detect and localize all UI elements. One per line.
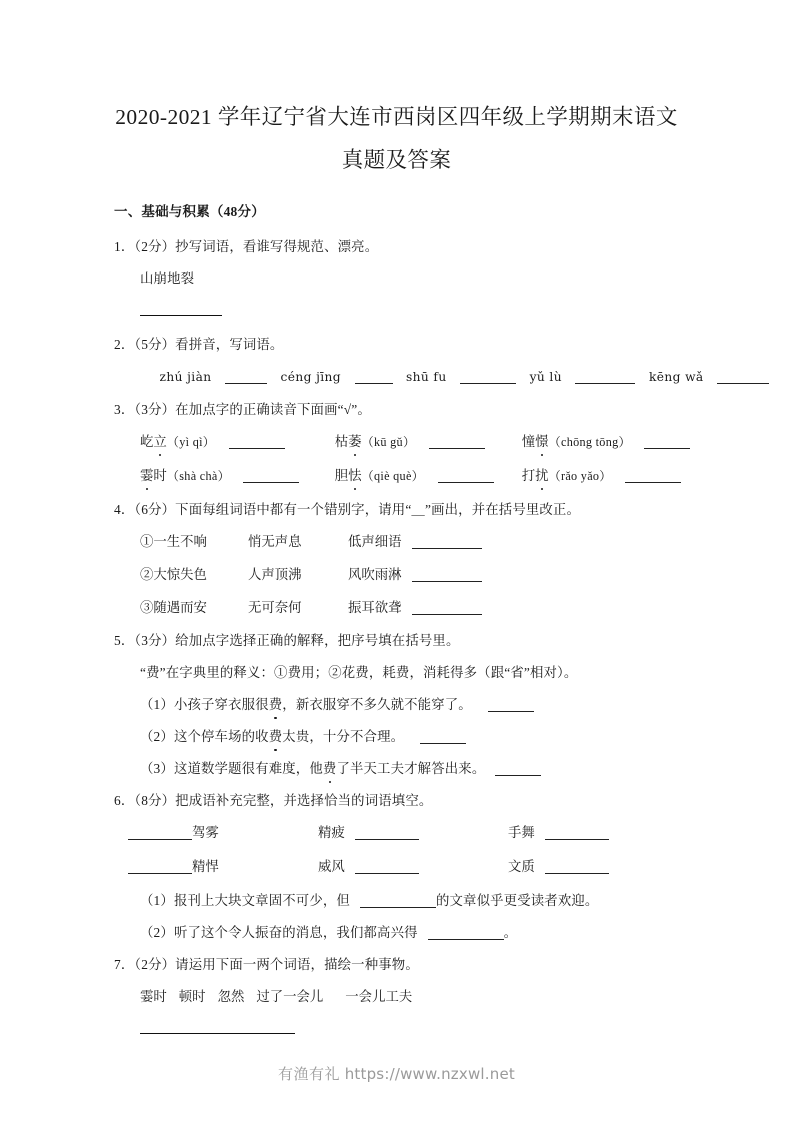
q6-f2-pre: 听了这个令人振奋的消息，我们都高兴得 <box>173 925 418 940</box>
answer-blank-3-4[interactable] <box>243 469 299 483</box>
q3-item-5 <box>335 465 522 487</box>
answer-blank-6-1[interactable] <box>128 826 192 840</box>
q6-f1-no: （1） <box>140 893 174 908</box>
question-2-stem: 2．（5分）看拼音，写词语。 <box>114 337 284 352</box>
q3-item-6-char-dotted: 扰 <box>535 465 548 486</box>
q3-item-5-char-dotted: 怯 <box>348 465 361 486</box>
question-2 <box>114 334 704 388</box>
answer-blank-6-fill-1[interactable] <box>360 894 436 908</box>
answer-blank-6-5[interactable] <box>355 860 419 874</box>
q3-item-3-char-plain: 憧 <box>521 434 536 449</box>
q5-s3-post: 了半天工夫才解答出来。 <box>336 761 486 776</box>
q4-g3-word-c: 振耳欲聋 <box>348 600 402 615</box>
answer-blank-3-1[interactable] <box>229 435 285 449</box>
question-3-row-1 <box>114 431 697 453</box>
q5-s2-no: （2） <box>140 729 174 744</box>
question-7-word-list <box>114 986 697 1007</box>
q4-g1-word-c: 低声细语 <box>348 534 402 549</box>
q4-g3-marker-and-a <box>140 597 248 618</box>
q4-g3-no: ③ <box>140 600 154 615</box>
answer-blank-3-6[interactable] <box>625 469 681 483</box>
q4-g1-word-b: 悄无声息 <box>248 534 302 549</box>
q6-f2-no: （2） <box>140 925 174 940</box>
q3-item-4 <box>140 465 335 487</box>
answer-blank-4-1[interactable] <box>412 535 482 549</box>
q5-s3-dotted-char: 费 <box>323 758 337 779</box>
q3-item-6-reading: （rǎo yǎo） <box>548 469 612 483</box>
question-7-stem: 7．（2分）请运用下面一两个词语，描绘一种事物。 <box>114 957 419 972</box>
question-6-idiom-row-1 <box>114 822 697 843</box>
q3-item-3-reading: （chōng tōng） <box>548 435 631 449</box>
answer-blank-3-3[interactable] <box>644 435 690 449</box>
q3-item-2-char-dotted: 萎 <box>348 431 361 452</box>
q3-item-1-reading: （yì qì） <box>166 435 216 449</box>
q3-item-1 <box>140 431 335 453</box>
q5-s1-pre: 小孩子穿衣服很 <box>173 697 269 712</box>
answer-blank-6-6[interactable] <box>545 860 609 874</box>
q6-idiom-5 <box>318 856 508 877</box>
answer-blank-2-4[interactable] <box>575 370 635 384</box>
question-6-fill-1 <box>114 890 697 911</box>
question-6 <box>114 790 697 943</box>
page-title <box>0 0 793 182</box>
answer-blank-2-1[interactable] <box>225 370 267 384</box>
q7-word-5: 一会儿工夫 <box>345 989 413 1004</box>
q7-word-1: 霎时 <box>140 989 167 1004</box>
question-5 <box>114 630 697 779</box>
question-5-sentence-3 <box>114 758 697 779</box>
q6-f2-post: 。 <box>503 925 518 940</box>
q4-g2-word-a: 大惊失色 <box>153 567 207 582</box>
pinyin-1: zhú jiàn <box>159 370 212 384</box>
q7-word-3: 忽然 <box>217 989 245 1004</box>
q5-s1-no: （1） <box>140 697 174 712</box>
q6-idiom-2-text: 精疲 <box>318 825 345 840</box>
answer-blank-3-5[interactable] <box>438 469 494 483</box>
question-3-row-2 <box>114 465 697 487</box>
question-2-pinyin-row <box>114 366 704 388</box>
answer-blank-6-3[interactable] <box>545 826 609 840</box>
question-6-idiom-row-2 <box>114 856 697 877</box>
question-1-words: 山崩地裂 <box>140 271 195 286</box>
question-4-group-1 <box>114 531 697 552</box>
answer-blank-4-2[interactable] <box>412 568 482 582</box>
q3-item-2 <box>335 431 522 453</box>
question-7-answer-line[interactable] <box>140 1033 295 1034</box>
question-1-stem: 1．（2分）抄写词语，看谁写得规范、漂亮。 <box>114 239 379 254</box>
q3-item-3 <box>522 431 697 453</box>
title-line-2: 真题及答案 <box>341 148 452 172</box>
q5-s3-pre: 这道数学题很有难度，他 <box>173 761 323 776</box>
question-4-group-2 <box>114 564 697 585</box>
question-7 <box>114 954 697 1034</box>
question-5-sentence-2 <box>114 726 697 747</box>
pinyin-2: céng jīng <box>280 370 341 384</box>
q4-g3-word-a: 随遇而安 <box>153 600 207 615</box>
q6-idiom-4 <box>128 856 318 877</box>
q3-item-2-reading: （kū gǔ） <box>361 435 416 449</box>
q6-idiom-6 <box>508 856 678 877</box>
q7-word-4: 过了一会儿 <box>256 989 324 1004</box>
q6-idiom-1 <box>128 822 318 843</box>
pinyin-3: shū fu <box>406 370 447 384</box>
section-heading: 一、基础与积累（48分） <box>114 204 265 219</box>
question-3-stem: 3．（3分）在加点字的正确读音下面画“√”。 <box>114 402 371 417</box>
q4-g2-word-c: 风吹雨淋 <box>348 567 402 582</box>
answer-blank-5-2[interactable] <box>420 730 466 744</box>
q4-g3-word-b: 无可奈何 <box>248 600 302 615</box>
q5-s3-no: （3） <box>140 761 174 776</box>
q4-g1-marker-and-a <box>140 531 248 552</box>
answer-blank-2-2[interactable] <box>355 370 393 384</box>
q3-item-5-reading: （qiè què） <box>361 469 425 483</box>
q6-idiom-4-text: 精悍 <box>192 859 219 874</box>
answer-blank-4-3[interactable] <box>412 601 482 615</box>
answer-blank-6-fill-2[interactable] <box>428 926 504 940</box>
q3-item-1-char-dotted: 立 <box>153 431 166 452</box>
q5-s2-pre: 这个停车场的收 <box>173 729 269 744</box>
q4-g2-word-b: 人声顶沸 <box>248 567 302 582</box>
q3-item-2-char-plain: 枯 <box>334 434 349 449</box>
q6-idiom-5-text: 威风 <box>318 859 345 874</box>
question-6-fill-2 <box>114 922 697 943</box>
answer-blank-3-2[interactable] <box>429 435 485 449</box>
answer-blank-6-2[interactable] <box>355 826 419 840</box>
q3-item-6 <box>522 465 697 487</box>
question-6-stem: 6．（8分）把成语补充完整，并选择恰当的词语填空。 <box>114 793 433 808</box>
q5-s1-post: ，新衣服穿不多久就不能穿了。 <box>282 697 472 712</box>
q3-item-6-char-plain: 打 <box>521 468 536 483</box>
q5-s2-post: 太贵，十分不合理。 <box>282 729 405 744</box>
q4-g2-no: ② <box>140 567 154 582</box>
answer-blank-2-3[interactable] <box>460 370 516 384</box>
question-1 <box>114 236 697 316</box>
question-4-group-3 <box>114 597 697 618</box>
q4-g1-word-a: 一生不响 <box>153 534 207 549</box>
footer-brand: 有渔有礼 <box>278 1066 341 1083</box>
footer-site-url: https://www.nzxwl.net <box>344 1065 515 1083</box>
q6-idiom-1-text: 驾雾 <box>192 825 219 840</box>
q3-item-5-char-plain: 胆 <box>334 468 349 483</box>
paper-body <box>0 203 793 1034</box>
q5-s2-dotted-char: 费 <box>269 726 283 747</box>
q6-idiom-3-text: 手舞 <box>508 825 535 840</box>
answer-blank-5-1[interactable] <box>488 698 534 712</box>
question-5-stem: 5．（3分）给加点字选择正确的解释，把序号填在括号里。 <box>114 633 460 648</box>
q4-g2-marker-and-a <box>140 564 248 585</box>
q7-word-2: 顿时 <box>178 989 206 1004</box>
q6-f1-post: 的文章似乎更受读者欢迎。 <box>435 893 599 908</box>
answer-blank-6-4[interactable] <box>128 860 192 874</box>
answer-blank-5-3[interactable] <box>495 762 541 776</box>
question-5-sentence-1 <box>114 694 697 715</box>
question-3 <box>114 399 697 487</box>
answer-blank-2-5[interactable] <box>717 370 769 384</box>
q6-idiom-2 <box>318 822 508 843</box>
q6-idiom-6-text: 文质 <box>508 859 535 874</box>
q3-item-1-char-plain: 屹 <box>140 434 154 449</box>
title-line-1: 2020-2021 学年辽宁省大连市西岗区四年级上学期期末语文 <box>115 105 678 129</box>
q3-item-4-char-dotted: 霎 <box>140 465 153 486</box>
q5-s1-dotted-char: 费 <box>269 694 283 715</box>
question-4-stem: 4．（6分）下面每组词语中都有一个错别字，请用“＿”画出，并在括号里改正。 <box>114 502 581 517</box>
question-5-definition: “费”在字典里的释义：①费用；②花费，耗费，消耗得多（跟“省”相对）。 <box>140 665 578 680</box>
pinyin-4: yǔ lù <box>529 370 562 384</box>
q3-item-3-char-dotted: 憬 <box>535 431 548 452</box>
q6-f1-pre: 报刊上大块文章固不可少，但 <box>173 893 350 908</box>
q6-idiom-3 <box>508 822 678 843</box>
question-1-answer-line[interactable] <box>140 315 222 316</box>
pinyin-5: kēng wǎ <box>648 370 704 384</box>
question-4 <box>114 499 697 618</box>
q3-item-4-reading: （shà chà） <box>166 469 231 483</box>
q4-g1-no: ① <box>140 534 154 549</box>
q3-item-4-char-plain: 时 <box>153 468 167 483</box>
footer-watermark <box>0 1063 793 1084</box>
